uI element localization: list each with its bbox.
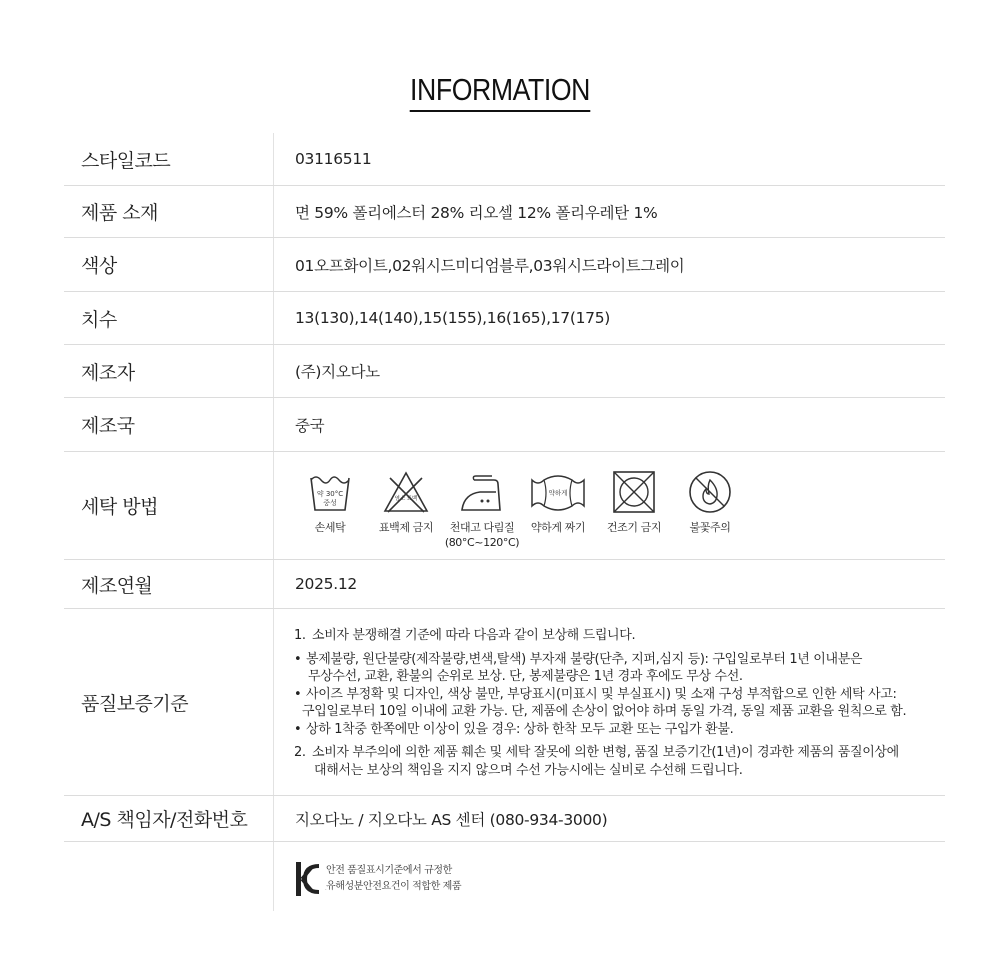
row-material (64, 186, 945, 238)
row-label: 제조연월 (81, 574, 153, 597)
quality-bullet: • 사이즈 부정확 및 디자인, 색상 불만, 부당표시(미표시 및 부실표시) 및 소재 구성 부적합으로 인한 세탁 사고: 구입일로부터 10일 이내에 교환 가능. 단, 제품에 손상이 없어야 하며 동일 가격, 동일 제품 교환을 원칙으로 함. (294, 686, 907, 719)
care-item (672, 470, 748, 550)
row-value: 03116511 (295, 150, 372, 168)
row-value: 2025.12 (295, 575, 357, 593)
row-value: 면 59% 폴리에스터 28% 리오셀 12% 폴리우레탄 1% (295, 203, 658, 222)
row-label: 치수 (81, 308, 117, 331)
care-caption: 불꽃주의 (689, 521, 731, 534)
row-label: 제품 소재 (81, 202, 158, 224)
kc-mark-icon (295, 860, 327, 898)
quality-bullet: • 봉제불량, 원단불량(제작불량,변색,탈색) 부자재 불량(단추, 지퍼,심지 등): 구입일로부터 1년 이내분은 무상수선, 교환, 환불의 순위로 보상. 단, 봉제불량은 1년 경과 후에도 무상 수선. (294, 651, 863, 684)
row-style-code (64, 133, 945, 186)
row-label: 제조자 (81, 361, 135, 384)
row-value: 01오프화이트,02워시드미디엄블루,03워시드라이트그레이 (295, 256, 685, 275)
care-inner-text: 중성 (323, 499, 337, 507)
fire-caution-icon (688, 470, 732, 514)
row-value: 13(130),14(140),15(155),16(165),17(175) (295, 309, 611, 327)
row-washing (64, 452, 945, 560)
row-country (64, 398, 945, 452)
care-caption: 건조기 금지 (606, 521, 662, 534)
no-tumble-dry-icon (611, 470, 657, 514)
row-quality (64, 609, 945, 796)
kc-certification (295, 860, 461, 898)
row-color (64, 238, 945, 292)
care-caption: 손세탁 (314, 521, 346, 534)
care-inner-text: 표백 (406, 496, 418, 502)
row-value: (주)지오다노 (295, 363, 380, 381)
care-item (444, 470, 520, 550)
row-maker (64, 345, 945, 398)
row-value: 지오다노 / 지오다노 AS 센터 (080-934-3000) (295, 810, 608, 829)
row-label: 세탁 방법 (81, 496, 158, 518)
care-item (292, 470, 368, 550)
no-bleach-icon (382, 470, 430, 514)
row-label: 색상 (81, 255, 117, 277)
care-item (596, 470, 672, 550)
kc-text: 안전 품질표시기준에서 규정한 유해성분안전요건이 적합한 제품 (326, 865, 462, 892)
care-item (520, 470, 596, 550)
care-caption: 천대고 다림질 (80°C~120°C) (444, 521, 520, 549)
care-inner-text: 약하게 (548, 489, 568, 497)
hand-wash-icon (308, 470, 352, 514)
care-caption: 약하게 짜기 (530, 521, 586, 534)
quality-item-1: 1. 소비자 분쟁해결 기준에 따라 다음과 같이 보상해 드립니다. (294, 628, 636, 643)
quality-bullet: • 상하 1착중 한쪽에만 이상이 있을 경우: 상하 한착 모두 교환 또는 구입가 환불. (294, 721, 734, 737)
care-caption: 표백제 금지 (378, 521, 434, 534)
iron-icon (458, 470, 506, 514)
quality-text (294, 627, 906, 779)
row-label: A/S 책임자/전화번호 (81, 809, 248, 831)
quality-item-2: 2. 소비자 부주의에 의한 제품 훼손 및 세탁 잘못에 의한 변형, 품질 보증기간(1년)이 경과한 제품의 품질이상에 대해서는 보상의 책임을 지지 않으며 수선 가능시에는 실비로 수선해 드립니다. (294, 745, 899, 778)
row-as (64, 796, 945, 842)
row-value: 중국 (295, 416, 325, 435)
care-item (368, 470, 444, 550)
row-label: 제조국 (81, 415, 135, 437)
row-label: 스타일코드 (81, 149, 171, 172)
row-date (64, 560, 945, 609)
svg-text:KC: KC (325, 890, 327, 891)
care-inner-text: 약 30°C (316, 490, 344, 498)
page-title: INFORMATION (70, 72, 930, 112)
row-size (64, 292, 945, 345)
wring-gently-icon (528, 470, 588, 514)
row-label: 품질보증기준 (81, 692, 189, 715)
care-inner-text: 염소 (394, 496, 406, 502)
care-icons (292, 470, 748, 550)
